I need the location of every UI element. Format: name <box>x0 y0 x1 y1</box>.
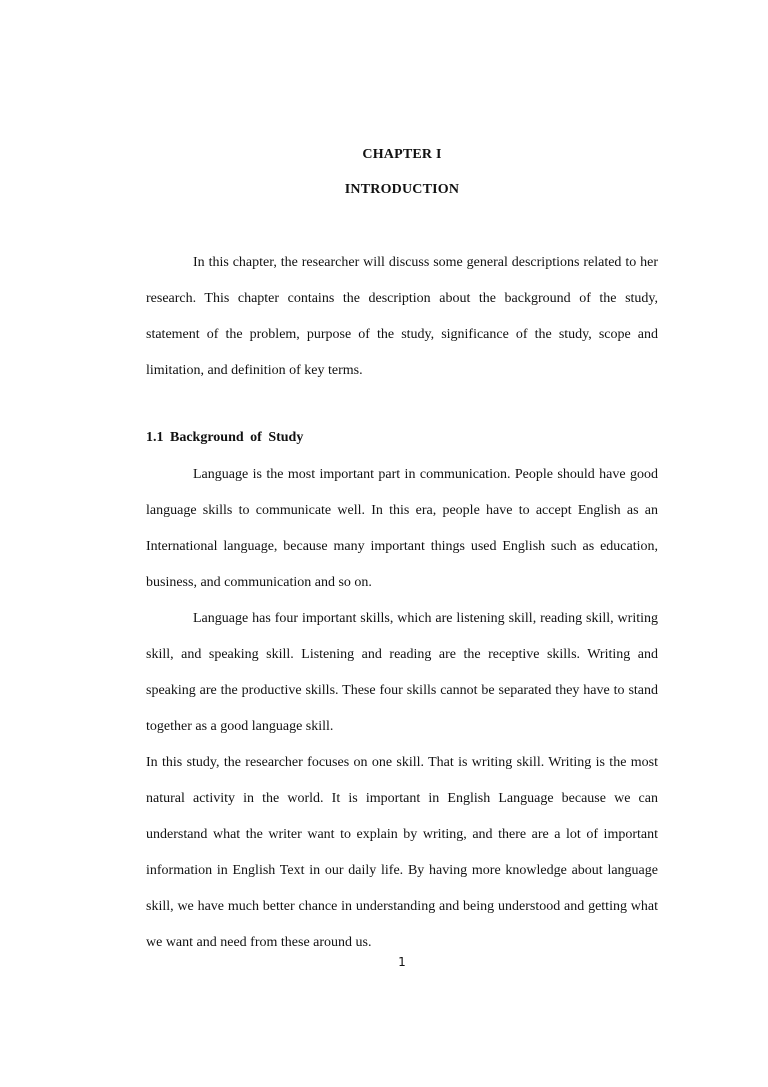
background-paragraph-3: In this study, the researcher focuses on one skill. That is writing skill. Writing is the most natural activity in the world. It is important in English Language because we can understand what the writer want to explain by writing, and there are a lot of important information in English Text in our daily life. By having more knowledge about language skill, we have much better chance in understanding and being understood and getting what we want and need from these around us. <box>146 755 658 950</box>
page-number: 1 <box>398 955 406 969</box>
section-heading: 1.1 Background of Study <box>146 430 304 445</box>
chapter-label: CHAPTER I <box>362 147 442 162</box>
chapter-title: INTRODUCTION <box>344 182 460 197</box>
intro-paragraph: In this chapter, the researcher will discuss some general descriptions related to her research. This chapter contains the description about the background of the study, statement of the problem, purpose of the study, significance of the study, scope and limitation, and definition of key terms. <box>146 255 658 378</box>
background-paragraph-1: Language is the most important part in communication. People should have good language skills to communicate well. In this era, people have to accept English as an International language, because many important things used English such as education, business, and communication and so on. <box>146 467 658 590</box>
background-paragraph-2: Language has four important skills, which are listening skill, reading skill, writing skill, and speaking skill. Listening and reading are the receptive skills. Writing and speaking are the productive skills. These four skills cannot be separated they have to stand together as a good language skill. <box>146 611 658 734</box>
